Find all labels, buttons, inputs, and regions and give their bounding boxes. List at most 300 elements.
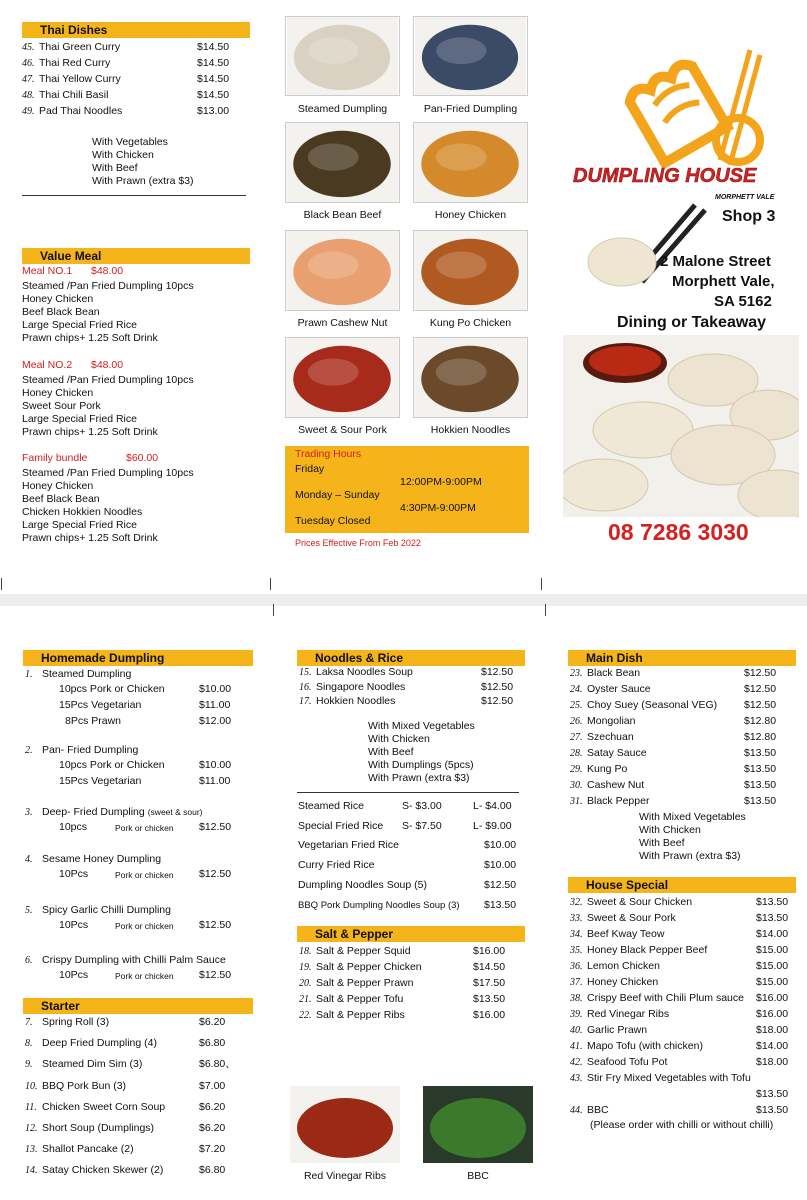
option-price: $11.00: [199, 699, 231, 711]
rice-item: [298, 819, 512, 833]
dish-image-icon: [286, 231, 399, 310]
item-number: 22.: [299, 1010, 312, 1021]
item-price: $13.50: [756, 1088, 789, 1100]
option-price: $12.50: [199, 821, 232, 833]
item-name: Pan- Fried Dumpling: [42, 744, 139, 756]
option-line: With Chicken: [368, 733, 430, 745]
item-number: 17.: [299, 696, 312, 707]
item-number: 32.: [570, 897, 583, 908]
item-name: Kung Po: [587, 763, 628, 775]
rice-price: $13.50: [484, 899, 517, 911]
dumpling-item: [25, 743, 138, 757]
item-name: Chicken Sweet Corn Soup: [42, 1100, 166, 1113]
shop-number: Shop 3: [722, 208, 776, 225]
item-number: 46.: [22, 58, 35, 69]
salt-pepper-header: Salt & Pepper: [297, 926, 525, 942]
item-name: Sweet & Sour Chicken: [587, 896, 693, 908]
dumpling-option: [59, 867, 232, 881]
item-number: 24.: [570, 684, 583, 695]
dish-image-icon: [414, 338, 527, 417]
dish-photo: [285, 16, 400, 96]
option-price: $10.00: [199, 683, 232, 695]
tuesday-closed: Tuesday Closed: [295, 515, 371, 527]
dumpling-item: [25, 852, 161, 866]
item-name: Black Bean: [587, 667, 641, 679]
dish-image-icon: [290, 1086, 400, 1163]
menu-item: [570, 762, 777, 776]
meal-title: [22, 451, 159, 465]
dumpling-logo-icon: [600, 30, 790, 180]
rice-price: $10.00: [484, 839, 517, 851]
meal-price: $48.00: [91, 359, 124, 371]
item-name: Thai Green Curry: [39, 41, 121, 53]
item-name: Salt & Pepper Chicken: [316, 961, 422, 973]
option-qty: 15Pcs Vegetarian: [59, 699, 142, 711]
brand-name: DUMPLING HOUSE: [573, 165, 757, 187]
dumpling-option: [59, 774, 231, 788]
menu-item: [570, 991, 789, 1005]
meal-line: Honey Chicken: [22, 293, 94, 305]
menu-item: [570, 927, 789, 941]
menu-item: [570, 1071, 751, 1085]
item-price: $12.80: [744, 731, 777, 743]
rice-name: Steamed Rice: [298, 800, 364, 812]
item-note: (Please order with chilli or without chilli): [590, 1119, 774, 1131]
rice-item: [298, 898, 517, 912]
menu-item: [570, 1103, 789, 1117]
dish-image-icon: [414, 123, 527, 202]
value-meal-header: Value Meal: [22, 248, 250, 264]
item-name: Beef Kway Teow: [587, 928, 665, 940]
option-qty: 15Pcs Vegetarian: [59, 775, 142, 787]
photo-caption: Prawn Cashew Nut: [297, 317, 388, 329]
rice-name: Special Fried Rice: [298, 820, 384, 832]
item-number: 29.: [570, 764, 583, 775]
friday-time: 12:00PM-9:00PM: [400, 476, 482, 488]
option-line: With Chicken: [639, 824, 701, 836]
option-price: $11.00: [199, 775, 231, 787]
option-line: With Chicken: [92, 149, 154, 161]
item-number: 8.: [25, 1038, 33, 1050]
item-name: Shallot Pancake (2): [42, 1143, 134, 1156]
noodles-header: Noodles & Rice: [297, 650, 525, 666]
item-price: $12.50: [481, 695, 514, 707]
menu-item: [299, 944, 506, 958]
photo-caption: Hokkien Noodles: [430, 424, 511, 436]
item-price: $6.80: [199, 1164, 226, 1177]
dining-takeaway: Dining or Takeaway: [617, 314, 767, 331]
item-number: 33.: [570, 913, 583, 924]
item-number: 37.: [570, 977, 583, 988]
item-price: $13.50: [756, 912, 789, 924]
menu-item: [570, 714, 777, 728]
item-number: 9.: [25, 1059, 33, 1071]
item-name: Salt & Pepper Ribs: [316, 1009, 405, 1021]
option-line: With Prawn (extra $3): [92, 175, 194, 187]
rice-small-price: S- $7.50: [402, 820, 442, 832]
meal-line: Beef Black Bean: [22, 493, 100, 505]
item-name: Szechuan: [587, 731, 634, 743]
meal-line: Honey Chicken: [22, 387, 94, 399]
dumpling-option: [59, 968, 232, 982]
item-number: 28.: [570, 748, 583, 759]
dumpling-option: [59, 682, 232, 696]
logo: [600, 30, 790, 180]
option-line: With Vegetables: [92, 136, 168, 148]
rice-small-price: S- $3.00: [402, 800, 442, 812]
menu-item: [570, 943, 789, 957]
menu-item: [299, 976, 506, 990]
dish-photo: [423, 1086, 533, 1163]
item-name: Deep Fried Dumpling (4): [42, 1037, 157, 1050]
item-name: Garlic Prawn: [587, 1024, 648, 1036]
option-qty: 10pcs Pork or Chicken: [59, 759, 165, 771]
rice-item: [298, 858, 517, 872]
dumpling-option: [59, 758, 232, 772]
menu-item: [570, 1055, 789, 1069]
dumpling-option: [59, 918, 232, 932]
dumpling-item: [25, 903, 171, 917]
item-name: Laksa Noodles Soup: [316, 666, 413, 678]
item-name: Deep- Fried Dumpling: [42, 806, 145, 818]
item-price: $12.80: [744, 715, 777, 727]
item-name: BBC: [587, 1104, 609, 1116]
dish-image-icon: [414, 17, 527, 95]
photo-caption: Sweet & Sour Pork: [298, 424, 387, 436]
menu-item: [25, 1015, 226, 1029]
item-name: Sweet & Sour Pork: [587, 912, 676, 924]
mon-sun-time: 4:30PM-9:00PM: [400, 502, 476, 514]
meal-line: Honey Chicken: [22, 480, 94, 492]
menu-item: [570, 1023, 789, 1037]
option-meat: Pork or chicken: [115, 870, 174, 880]
option-line: With Mixed Vegetables: [368, 720, 475, 732]
item-price: $13.00: [197, 105, 230, 117]
meal-name: Family bundle: [22, 452, 88, 464]
item-price: $14.50: [197, 41, 230, 53]
menu-item: [299, 665, 514, 679]
option-qty: 10pcs: [59, 821, 88, 833]
option-qty: 10pcs Pork or Chicken: [59, 683, 165, 695]
option-meat: Pork or chicken: [115, 921, 174, 931]
item-number: 41.: [570, 1041, 583, 1052]
photo-caption: Red Vinegar Ribs: [303, 1170, 387, 1182]
option-price: $12.50: [199, 868, 232, 880]
rice-large-price: L- $4.00: [473, 800, 512, 812]
item-name: Choy Suey (Seasonal VEG): [587, 699, 718, 711]
item-name: Oyster Sauce: [587, 683, 651, 695]
item-name: Hokkien Noodles: [316, 695, 396, 707]
divider: [297, 792, 519, 793]
item-price: $18.00: [756, 1056, 789, 1068]
menu-item: [570, 778, 777, 792]
fold-mark: [1, 578, 2, 590]
option-line: With Beef: [368, 746, 414, 758]
prices-note: Prices Effective From Feb 2022: [295, 538, 421, 548]
menu-item: [25, 1036, 226, 1050]
option-price: $12.50: [199, 969, 232, 981]
item-name: Stir Fry Mixed Vegetables with Tofu: [587, 1072, 751, 1084]
item-price: $12.50: [481, 666, 514, 678]
item-price: $6.80、: [199, 1058, 236, 1071]
option-line: With Beef: [639, 837, 685, 849]
fold-mark: [541, 578, 542, 590]
address-line1: 2 Malone Street: [660, 253, 771, 270]
phone-number[interactable]: 08 7286 3030: [608, 519, 749, 545]
mon-sun-label: Monday – Sunday: [295, 489, 380, 501]
rice-name: Curry Fried Rice: [298, 859, 375, 871]
dumplings-platter-image: [563, 335, 799, 517]
item-number: 44.: [570, 1105, 583, 1116]
item-note: (sweet & sour): [147, 807, 203, 817]
item-price: $13.50: [744, 779, 777, 791]
rice-price: $10.00: [484, 859, 517, 871]
item-number: 4.: [25, 854, 33, 865]
meal-line: Steamed /Pan Fried Dumpling 10pcs: [22, 374, 194, 386]
dish-photo: [285, 337, 400, 418]
dish-image-icon: [423, 1086, 533, 1163]
item-price: $6.20: [199, 1100, 226, 1113]
item-number: 25.: [570, 700, 583, 711]
item-name: Seafood Tofu Pot: [587, 1056, 668, 1068]
menu-item: [25, 1142, 226, 1156]
trading-hours-box: [285, 446, 529, 533]
item-number: 38.: [570, 993, 583, 1004]
item-name: Cashew Nut: [587, 779, 645, 791]
item-price: $15.00: [756, 944, 789, 956]
item-name: Singapore Noodles: [316, 680, 406, 693]
rice-item: [298, 878, 517, 892]
item-number: 3.: [25, 807, 33, 818]
item-price: $12.50: [744, 667, 777, 679]
item-number: 36.: [570, 961, 583, 972]
item-price: $7.20: [199, 1143, 226, 1156]
dish-image-icon: [286, 338, 399, 417]
dish-photo: [413, 230, 528, 311]
meal-line: Chicken Hokkien Noodles: [22, 506, 143, 518]
item-number: 7.: [25, 1017, 33, 1028]
item-number: 39.: [570, 1009, 583, 1020]
item-price: $15.00: [756, 976, 789, 988]
rice-large-price: L- $9.00: [473, 820, 512, 832]
item-price: $16.00: [756, 1008, 789, 1020]
menu-item: [22, 40, 230, 54]
starter-header: Starter: [23, 998, 253, 1014]
meal-name: Meal NO.2: [22, 359, 73, 371]
menu-item: [570, 730, 777, 744]
item-price: $12.50: [744, 683, 777, 695]
menu-item: [25, 1121, 226, 1135]
menu-item: [570, 959, 789, 973]
menu-item: [25, 1057, 236, 1071]
menu-item: [25, 1163, 226, 1177]
item-price: $13.50: [744, 763, 777, 775]
item-number: 49.: [22, 106, 35, 117]
item-price: $12.50: [744, 699, 777, 711]
item-number: 12.: [25, 1123, 38, 1134]
menu-item: [22, 104, 230, 118]
meal-price: $48.00: [91, 265, 124, 277]
menu-item: [25, 1100, 226, 1114]
item-number: 11.: [25, 1101, 37, 1113]
item-price: $13.50: [744, 795, 777, 807]
meal-line: Steamed /Pan Fried Dumpling 10pcs: [22, 280, 194, 292]
dumpling-item: [25, 667, 131, 681]
item-name: Mongolian: [587, 715, 636, 727]
photo-caption: Black Bean Beef: [303, 209, 382, 221]
item-name: Honey Chicken: [587, 976, 659, 988]
dumpling-option: [65, 714, 232, 728]
item-name: Lemon Chicken: [587, 960, 660, 972]
item-name: Salt & Pepper Tofu: [316, 993, 404, 1005]
item-price: $6.80: [199, 1037, 226, 1050]
fold-mark: [270, 578, 271, 590]
item-price: $14.50: [197, 89, 230, 101]
option-line: With Dumplings (5pcs): [368, 759, 474, 771]
dish-photo: [285, 230, 400, 311]
option-meat: Pork or chicken: [115, 971, 174, 981]
menu-item: [570, 698, 777, 712]
item-name: Salt & Pepper Prawn: [316, 977, 414, 989]
thai-header: Thai Dishes: [22, 22, 250, 38]
dish-photo: [290, 1086, 400, 1163]
menu-item: [570, 682, 777, 696]
dumpling-platter-icon: [563, 335, 799, 517]
dumpling-option: [59, 698, 231, 712]
item-price: $12.50: [481, 680, 514, 693]
option-line: With Mixed Vegetables: [639, 811, 746, 823]
item-number: 23.: [570, 668, 583, 679]
menu-item: [570, 1039, 789, 1053]
option-qty: 10Pcs: [59, 868, 89, 880]
meal-line: Prawn chips+ 1.25 Soft Drink: [22, 332, 158, 344]
friday-label: Friday: [295, 463, 325, 475]
menu-item: [299, 960, 506, 974]
item-name: Spring Roll (3): [42, 1016, 110, 1028]
item-number: 30.: [570, 780, 583, 791]
rice-name: Vegetarian Fried Rice: [298, 839, 399, 851]
meal-line: Prawn chips+ 1.25 Soft Drink: [22, 532, 158, 544]
option-line: With Prawn (extra $3): [368, 772, 470, 784]
rice-item: [298, 799, 512, 813]
photo-caption: Pan-Fried Dumpling: [423, 103, 518, 115]
item-number: 27.: [570, 732, 583, 743]
item-number: 40.: [570, 1025, 583, 1036]
rice-name: BBQ Pork Dumpling Noodles Soup (3): [298, 900, 460, 911]
fold-mark: [273, 604, 274, 616]
dish-image-icon: [286, 17, 399, 95]
brand-sub: MORPHETT VALE: [715, 194, 775, 201]
menu-item: [570, 911, 789, 925]
item-number: 42.: [570, 1057, 583, 1068]
option-price: $12.00: [199, 715, 232, 727]
item-name: Red Vinegar Ribs: [587, 1008, 670, 1020]
option-qty: 10Pcs: [59, 969, 89, 981]
item-price: $7.00: [199, 1079, 226, 1092]
option-line: With Prawn (extra $3): [639, 850, 741, 862]
dish-image-icon: [414, 231, 527, 310]
item-number: 34.: [570, 929, 583, 940]
item-name: Crispy Dumpling with Chilli Palm Sauce: [42, 954, 226, 966]
dumpling-option: [59, 820, 232, 834]
item-price: $17.50: [473, 977, 506, 989]
item-number: 19.: [299, 962, 312, 973]
rice-name: Dumpling Noodles Soup (5): [298, 879, 427, 891]
meal-title: [22, 264, 124, 278]
main-dish-header: Main Dish: [568, 650, 796, 666]
item-name: Pad Thai Noodles: [39, 105, 123, 117]
dish-photo: [285, 122, 400, 203]
meal-line: Prawn chips+ 1.25 Soft Drink: [22, 426, 158, 438]
item-price: $16.00: [756, 992, 789, 1004]
meal-price: $60.00: [126, 452, 159, 464]
option-line: With Beef: [92, 162, 138, 174]
item-number: 5.: [25, 905, 33, 916]
menu-item: [299, 1008, 506, 1022]
item-number: 31.: [570, 796, 583, 807]
dish-image-icon: [286, 123, 399, 202]
item-name: Salt & Pepper Squid: [316, 945, 411, 957]
item-number: 15.: [299, 667, 312, 678]
address-line2: Morphett Vale,: [672, 273, 775, 290]
item-price: $14.50: [473, 961, 506, 973]
item-price: $14.50: [197, 57, 230, 69]
meal-name: Meal NO.1: [22, 265, 73, 277]
rice-item: [298, 838, 517, 852]
item-price: $18.00: [756, 1024, 789, 1036]
item-name: Thai Yellow Curry: [39, 73, 121, 85]
item-number: 14.: [25, 1165, 38, 1177]
item-number: 48.: [22, 90, 35, 101]
item-name: Short Soup (Dumplings): [42, 1122, 155, 1134]
option-meat: Pork or chicken: [115, 823, 174, 833]
option-price: $12.50: [199, 919, 232, 931]
item-number: 47.: [22, 74, 35, 85]
item-number: 1.: [25, 669, 33, 680]
homemade-header: Homemade Dumpling: [23, 650, 253, 666]
item-name: Satay Chicken Skewer (2): [42, 1164, 164, 1177]
meal-line: Beef Black Bean: [22, 306, 100, 318]
photo-caption: Kung Po Chicken: [429, 317, 512, 329]
photo-caption: Honey Chicken: [434, 209, 507, 221]
item-name: Black Pepper: [587, 795, 650, 807]
item-name: BBQ Pork Bun (3): [42, 1079, 127, 1092]
menu-item: [570, 666, 777, 680]
item-price: $14.00: [756, 1040, 789, 1052]
item-number: 16.: [299, 681, 312, 693]
item-name: Mapo Tofu (with chicken): [587, 1040, 703, 1052]
item-name: Thai Chili Basil: [39, 89, 109, 101]
option-qty: 8Pcs Prawn: [65, 715, 122, 727]
page-gap: [0, 594, 807, 606]
item-price: $14.00: [756, 928, 789, 940]
item-price: $13.50: [756, 896, 789, 908]
meal-line: Large Special Fried Rice: [22, 413, 137, 425]
photo-caption: BBC: [467, 1170, 489, 1182]
menu-item: [570, 794, 777, 808]
item-number: 43.: [570, 1073, 583, 1084]
menu-item: [22, 88, 230, 102]
dumpling-item: [25, 953, 226, 967]
menu-item: [570, 746, 777, 760]
menu-item: [299, 992, 506, 1006]
menu-item: [570, 895, 789, 909]
item-number: 6.: [25, 955, 33, 966]
item-price: $6.20: [199, 1016, 226, 1028]
trading-hours-title: Trading Hours: [295, 448, 362, 460]
meal-line: Sweet Sour Pork: [22, 400, 101, 412]
item-price: $6.20: [199, 1122, 226, 1134]
